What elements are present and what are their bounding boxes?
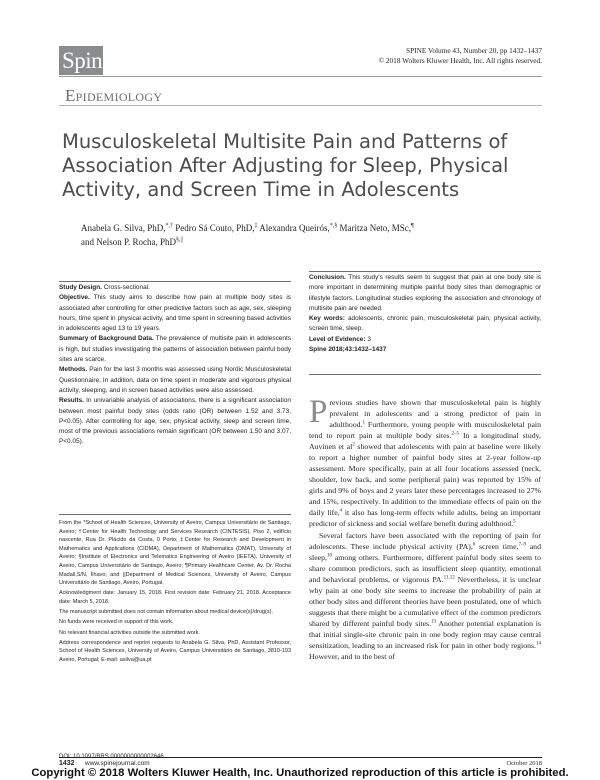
body-text-run: Furthermore, young people with musculoskeletal pain tend to report pain at multiple body sites.: [309, 420, 541, 440]
abstract-rule-bottom: [59, 514, 291, 515]
author-affiliation-mark: *,§: [329, 223, 338, 229]
body-text-run: showed that adolescents with pain at baseline were likely to report a higher number of painful body sites at 2-year follow-up assessment. More specifically, pain at all four locations assessed (neck, shoulder, low back, and some peripheral pain) was reported by 15% of girls and 9% of boys and 2 years later these percentages increased to 27% and 15%, respectively. In addition to the immediate effects of pain on the daily life,: [309, 442, 541, 517]
abstract-label: Summary of Background Data.: [59, 335, 154, 343]
author-list: [81, 221, 541, 249]
author-name: Maritza Neto, MSc,: [339, 223, 411, 233]
article-title: Musculoskeletal Multisite Pain and Patterns of Association After Adjusting for Sleep, Physical Activity, and Screen Time in Adolescents: [62, 130, 509, 201]
author-affiliation-mark: ‡: [254, 223, 258, 229]
note-correspondence: Address correspondence and reprint requests to Anabela G. Silva, PhD, Assistant Professor, School of Health Sciences, University of Aveiro, Campus Universitário de Santiago, 3810-193 Aveiro, Portugal; E-mail: asilva@ua.pt: [59, 639, 291, 663]
body-text-run: However, and to the best of: [309, 652, 395, 661]
abstract-text: Pain for the last 3 months was assessed using Nordic Musculoskeletal Questionnaire. In addition, data on time spent in moderate and vigorous physical activity, sleeping, and in screen based activities were also assessed.: [59, 366, 291, 394]
abstract-label: Results.: [59, 397, 85, 405]
author-name: Anabela G. Silva, PhD,: [81, 223, 166, 233]
abstract-level: [309, 335, 541, 345]
footer-rule: [59, 757, 542, 758]
journal-meta: [379, 46, 543, 66]
abstract-study-design: [59, 283, 291, 293]
abstract-label: Methods.: [59, 366, 88, 374]
abstract-label: Objective.: [59, 294, 90, 302]
body-text-run: Nevertheless, it is unclear why pain at one body site seems to increase the probability of pain at other body sites and different theories have been postulated, one of which suggests that there might be a cumulative effect of the common predictors shared by different painful body sites.: [309, 575, 541, 628]
abstract-rule-right: [309, 271, 541, 272]
note-affiliations: From the *School of Health Sciences, University of Aveiro, Campus Universitário de Santiago, Aveiro; †Center for Health Technology and Services Research (CINTESIS), Piso 2, edifício nascente, Rua Dr. Plácido da Costa, 0 Porto; ‡Center for Research and Development in Mathematics and Applications (CIDMA), Department of Mathematics (DMAT), University of Aveiro; §Institute of Electronics and Telematics Engineering of Aveiro (IEETA), University of Aveiro, Campus Universitário de Santiago, Aveiro; ¶Primary Healthcare Center, Av. Dr. Rocha Madail,S/N, Ílhavo; and ||Department of Medical Sciences, University of Aveiro, Campus Universitário de Santiago, Aveiro, Portugal.: [59, 520, 291, 587]
author-name: Alexandra Queirós,: [259, 223, 330, 233]
abstract-text: The prevalence of multisite pain in adolescents is high, but studies investigating the patterns of association between painful body sites are scarce.: [59, 335, 291, 364]
abstract-rule-left: [59, 281, 291, 282]
citation-ref: 4: [339, 508, 343, 514]
abstract-text: Cross-sectional.: [101, 284, 150, 291]
author-affiliation-mark: ¶: [411, 223, 414, 229]
affiliation-notes: [59, 519, 291, 666]
abstract-label: Level of Evidence:: [309, 335, 366, 343]
abstract-rule-end: [309, 374, 541, 375]
citation-ref: 5: [513, 519, 516, 525]
citation-ref: 11,12: [443, 575, 455, 581]
header-rule: [59, 76, 542, 77]
abstract-results: [59, 396, 291, 447]
abstract-text: This study aims to describe how pain at multiple body sites is associated after controlling for other predictive factors such as age, sex, sleeping hours, time spent in physical activity, and time spent in screening based activities in adolescents aged 13 to 19 years.: [59, 294, 291, 333]
abstract-label: Key words:: [309, 315, 345, 323]
doi-line: DOI: 10.1097/BRS.0000000000002646: [59, 754, 164, 760]
journal-url: www.spinejournal.com: [85, 760, 150, 767]
abstract-methods: [59, 365, 291, 396]
citation-ref: 7–9: [518, 542, 526, 548]
abstract-text: This study's results seem to suggest that pain at one body site is more important in determining multiple painful body sites than demographic or lifestyle factors. Longitudinal studies exploring the association and chronology of multisite pain are needed.: [309, 274, 541, 312]
journal-logo: Spine: [59, 46, 103, 75]
body-text-run: among others. Furthermore, different painful body sites seem to share common predictors, such as insufficient sleep quantity, emotional and behavioral problems, or vigorous PA.: [309, 553, 541, 584]
volume-line: SPINE Volume 43, Number 20, pp 1432–1437: [406, 46, 542, 55]
citation-ref: 13: [431, 619, 437, 625]
note-dates: Acknowledgment date: January 15, 2018. First revision date: February 21, 2018. Acceptance date: March 5, 2018.: [59, 590, 291, 605]
drop-cap: P: [309, 394, 328, 430]
body-text-run: and sleep,: [309, 542, 541, 562]
abstract-conclusion: [309, 273, 541, 314]
author-name: Pedro Sá Couto, PhD,: [175, 223, 255, 233]
citation-ref: 6: [472, 542, 476, 548]
abstract-label: Study Design.: [59, 284, 102, 291]
citation-ref: 10: [326, 553, 332, 559]
section-label: Epidemiology: [65, 86, 163, 105]
abstract-citation: Spine 2018;43:1432–1437: [309, 346, 387, 354]
abstract-text: In univariable analysis of associations, there is a significant association between most painful body sites (odds ratio (OR) between 1.52 and 3.73, P<0.05). After controlling for age, sex, physical activity, sleep and screen time, most of the previous associations remain significant (OR between 1.50 and 3.07, P<0.05).: [59, 397, 291, 446]
body-text-run: Several factors have been associated with the reporting of pain for adolescents. These include physical activity (PA),: [309, 531, 541, 551]
citation-ref: 2–5: [451, 431, 460, 437]
abstract-objective: [59, 293, 291, 334]
body-text-run: screen time,: [475, 542, 519, 551]
body-text-run: it also has long-term effects while adults, being an important predictor of sickness and social welfare benefit during adulthood.: [309, 508, 541, 528]
body-column: [309, 394, 541, 662]
author-name: and Nelson P. Rocha, PhD: [81, 237, 176, 247]
body-paragraph-1: [309, 394, 541, 529]
body-text-run: revious studies have shown that musculoskeletal pain is highly prevalent in adolescents and a strong predictor of pain in adulthood.: [329, 398, 541, 429]
author-affiliation-mark: *,†: [165, 223, 173, 229]
copyright-notice: Copyright © 2018 Wolters Kluwer Health, Inc. Unauthorized reproduction of this article is prohibited.: [31, 767, 569, 779]
citation-ref: 1: [362, 420, 365, 426]
abstract-text: adolescents, chronic pain, musculoskeletal pain, physical activity, screen time, sleep.: [309, 315, 542, 333]
citation-ref: 2: [352, 442, 355, 448]
body-text-run: In a longitudinal study, Auvinen et al: [309, 431, 541, 451]
author-affiliation-mark: §,||: [176, 237, 183, 243]
note-financial: No relevant financial activities outside the submitted work.: [59, 629, 200, 636]
section-rule: [59, 105, 542, 106]
note-funding: No funds were received in support of this work.: [59, 619, 174, 626]
abstract-label: Conclusion.: [309, 274, 346, 281]
citation-ref: 14: [536, 641, 541, 647]
abstract-right-column: [309, 273, 541, 355]
rights-line: © 2018 Wolters Kluwer Health, Inc. All rights reserved.: [378, 56, 542, 65]
issue-date: October 2018: [506, 760, 542, 767]
abstract-text: 3: [365, 335, 371, 343]
note-device: The manuscript submitted does not contain information about medical device(s)/drug(s).: [59, 609, 273, 616]
abstract-background: [59, 334, 291, 365]
body-text-run: Another potential explanation is that initial single-site chronic pain in one body region may cause central sensitization, leading to an increased risk for pain in other body regions.: [309, 619, 541, 650]
body-paragraph-2: [309, 530, 541, 662]
page-number: 1432: [59, 760, 75, 767]
abstract-keywords: [309, 314, 541, 335]
abstract-left-column: [59, 283, 291, 448]
